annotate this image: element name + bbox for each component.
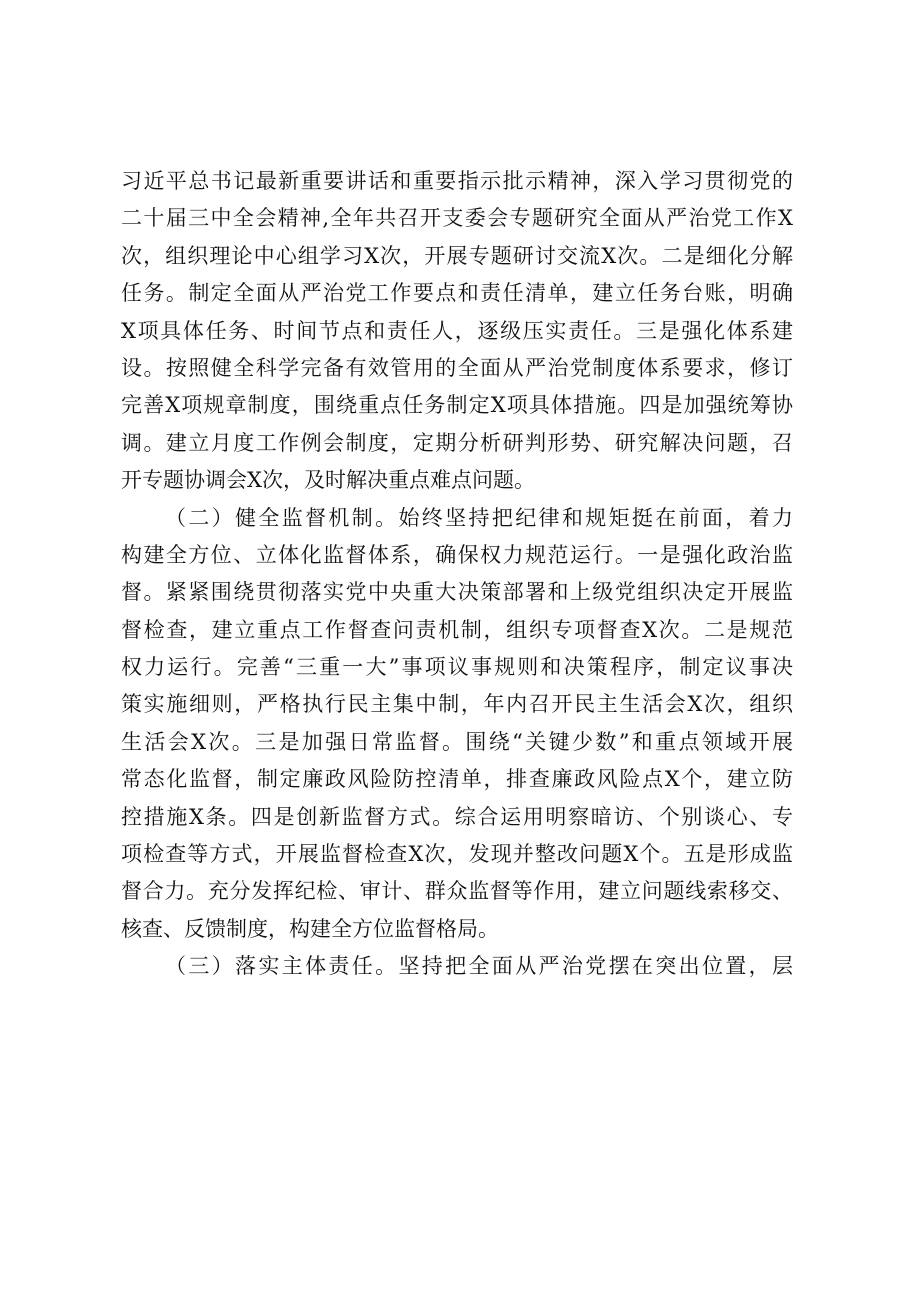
text-line: 生活会X次。三是加强日常监督。围绕“关键少数”和重点领域开展 [121, 729, 793, 754]
text-line: 策实施细则，严格执行民主集中制，年内召开民主生活会X次，组织 [121, 692, 793, 717]
text-line: 常态化监督，制定廉政风险防控清单，排查廉政风险点X个，建立防 [121, 767, 793, 792]
text-line: 调。建立月度工作例会制度，定期分析研判形势、研究解决问题，召 [121, 430, 793, 455]
text-line: 核查、反馈制度，构建全方位监督格局。 [121, 916, 499, 941]
text-line: 督合力。充分发挥纪检、审计、群众监督等作用，建立问题线索移交、 [121, 879, 793, 904]
text-line: 控措施X条。四是创新监督方式。综合运用明察暗访、个别谈心、专 [121, 804, 793, 829]
text-line: 项检查等方式，开展监督检查X次，发现并整改问题X个。五是形成监 [121, 842, 793, 867]
text-line: 督检查，建立重点工作督查问责机制，组织专项督查X次。二是规范 [121, 617, 793, 642]
text-line: 开专题协调会X次，及时解决重点难点问题。 [121, 468, 535, 493]
text-line: 督。紧紧围绕贯彻落实党中央重大决策部署和上级党组织决定开展监 [121, 580, 793, 605]
section-heading-line: （三）落实主体责任。坚持把全面从严治党摆在突出位置，层 [165, 954, 793, 979]
text-line: 设。按照健全科学完备有效管用的全面从严治党制度体系要求，修订 [121, 355, 793, 380]
text-line: 任务。制定全面从严治党工作要点和责任清单，建立任务台账，明确 [121, 281, 793, 306]
text-line: 次，组织理论中心组学习X次，开展专题研讨交流X次。二是细化分解 [121, 243, 793, 268]
text-line: 完善X项规章制度，围绕重点任务制定X项具体措施。四是加强统筹协 [121, 393, 793, 418]
text-line: 二十届三中全会精神,全年共召开支委会专题研究全面从严治党工作X [121, 206, 793, 231]
text-line: 构建全方位、立体化监督体系，确保权力规范运行。一是强化政治监 [121, 542, 793, 567]
text-line: 权力运行。完善“三重一大”事项议事规则和决策程序，制定议事决 [121, 655, 793, 680]
document-body [121, 163, 793, 986]
section-heading-line: （二）健全监督机制。始终坚持把纪律和规矩挺在前面，着力 [165, 505, 793, 530]
text-line: 习近平总书记最新重要讲话和重要指示批示精神，深入学习贯彻党的 [121, 169, 793, 193]
text-line: X项具体任务、时间节点和责任人，逐级压实责任。三是强化体系建 [121, 318, 793, 343]
